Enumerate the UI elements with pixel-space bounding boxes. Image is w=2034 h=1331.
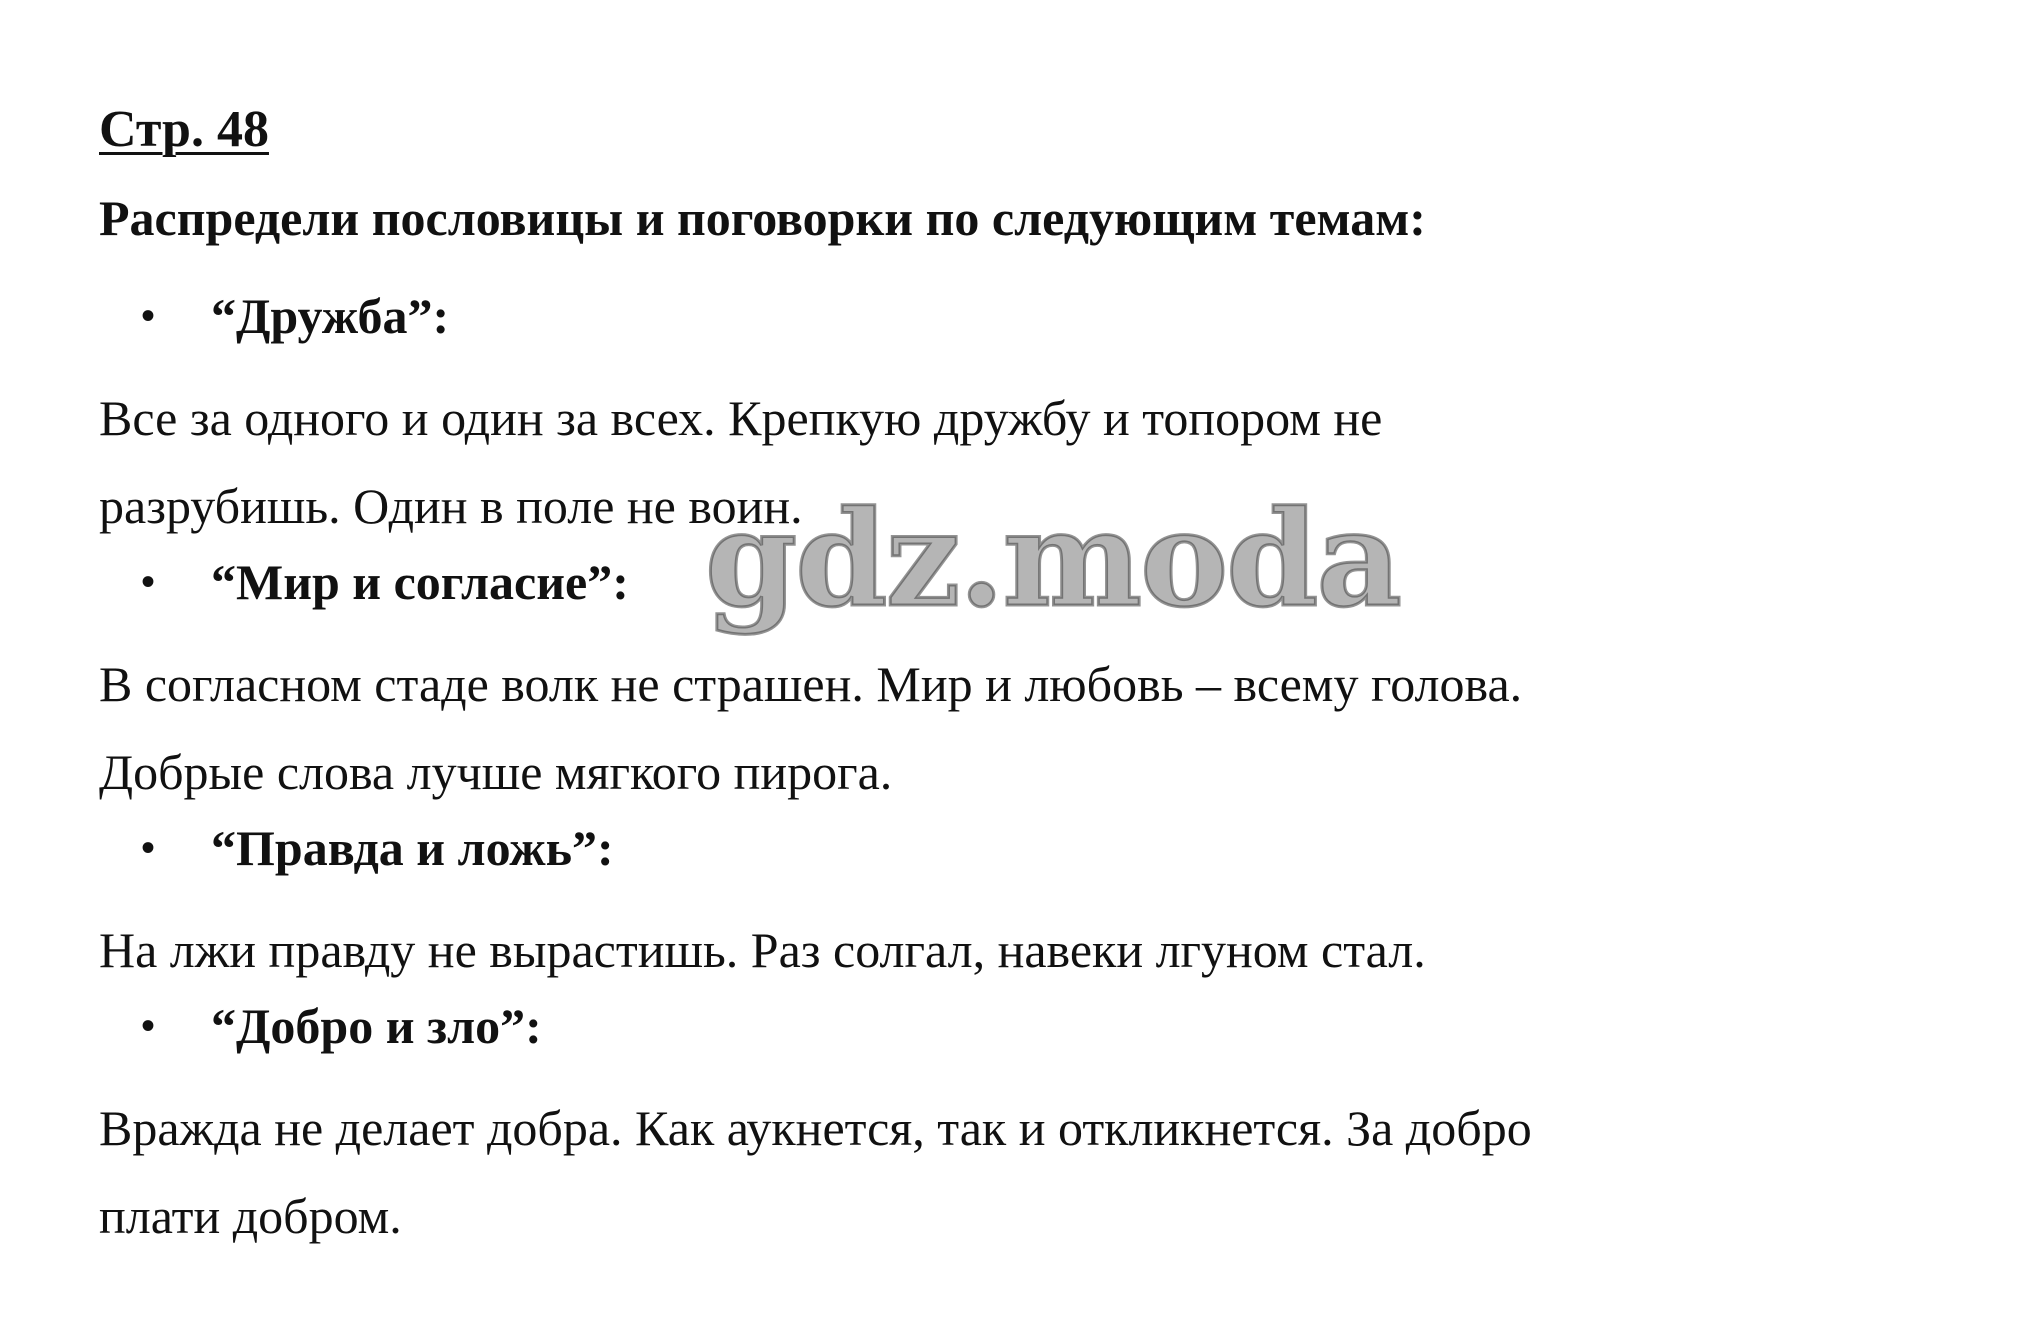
bullet-icon: • [141,825,156,870]
topic-title: “Мир и согласие”: [211,554,629,610]
bullet-icon: • [141,293,156,338]
page-number: Стр. 48 [99,101,269,158]
text-line: Все за одного и один за всех. Крепкую дружбу и топором не [99,390,1383,446]
watermark-logo: gdz.moda [705,482,1401,637]
bullet-icon: • [141,559,156,604]
topic-truth-and-lies [99,818,1949,994]
topic-text [99,906,1929,994]
topic-heading [99,996,1949,1056]
topic-title: “Добро и зло”: [211,998,542,1054]
text-line: В согласном стаде волк не страшен. Мир и любовь – всему голова. [99,656,1523,712]
text-line: разрубишь. Один в поле не воин. [99,478,803,534]
text-line: Добрые слова лучше мягкого пирога. [99,744,893,800]
topic-text [99,640,1929,816]
text-line: плати добром. [99,1188,402,1244]
text-line: Вражда не делает добра. Как аукнется, так и откликнется. За добро [99,1100,1532,1156]
task-heading: Распредели пословицы и поговорки по следующим темам: [99,190,1426,246]
bullet-icon: • [141,1003,156,1048]
topic-text [99,1084,1929,1260]
topic-heading [99,818,1949,878]
topic-title: “Правда и ложь”: [211,820,614,876]
topic-heading [99,286,1949,346]
topic-good-and-evil [99,996,1949,1260]
text-line: На лжи правду не вырастишь. Раз солгал, навеки лгуном стал. [99,922,1426,978]
topic-title: “Дружба”: [211,288,450,344]
